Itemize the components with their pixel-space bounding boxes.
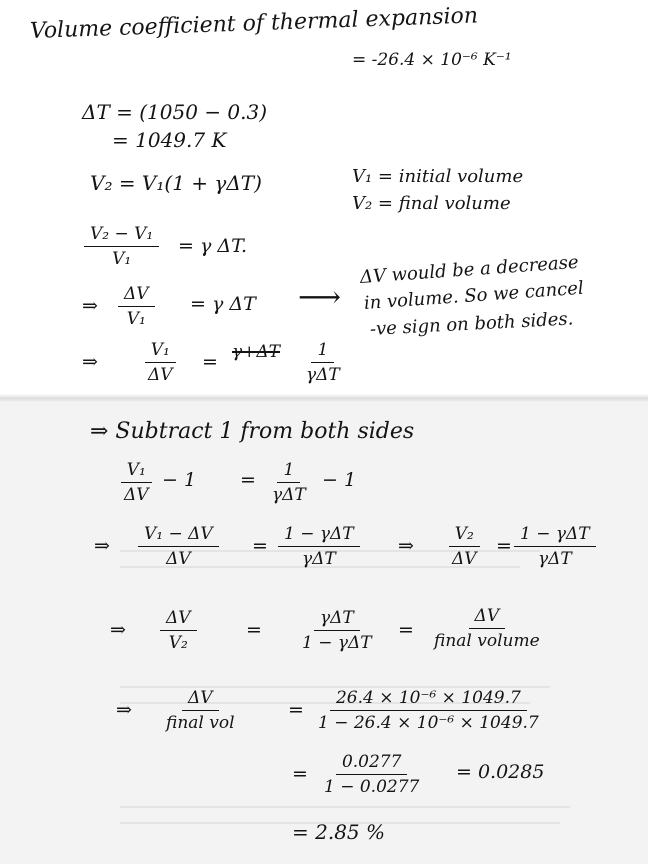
step4-equals: = — [240, 469, 256, 491]
step5-fraction — [138, 524, 219, 569]
step5b-rhs-fraction — [514, 524, 596, 569]
step3-denominator: ΔV — [148, 365, 173, 385]
step2-fraction — [118, 284, 155, 329]
step6-mid-fraction — [296, 608, 378, 653]
arrow-icon: ⟶ — [298, 280, 342, 315]
step4-rhs-numerator: 1 — [277, 460, 300, 483]
step2-implies: ⇒ — [82, 295, 98, 317]
heading: Volume coefficient of thermal expansion — [29, 3, 479, 44]
step3-rhs-numerator: 1 — [311, 340, 334, 363]
step3-implies: ⇒ — [82, 351, 98, 373]
step5-numerator: V₁ − ΔV — [138, 524, 219, 547]
step3-struck-term: γ+ΔT — [232, 342, 281, 362]
step7-rhs-denominator: 1 − 26.4 × 10⁻⁶ × 1049.7 — [318, 713, 539, 733]
step6-rhs-numerator: ΔV — [469, 606, 506, 629]
v2-formula: V₂ = V₁(1 + γΔT) — [90, 171, 262, 195]
step7-denominator: final vol — [166, 713, 235, 733]
step5b-implies: ⇒ — [398, 535, 414, 557]
step5b-denominator: ΔV — [452, 549, 477, 569]
step3-equals: = — [202, 351, 218, 373]
final-result: = 2.85 % — [292, 820, 386, 844]
step7-equals: = — [288, 699, 304, 721]
delta-t-line-1: ΔT = (1050 − 0.3) — [82, 100, 268, 124]
step6-denominator: V₂ — [168, 633, 188, 653]
step3-numerator: V₁ — [145, 340, 176, 363]
step3-rhs-fraction — [300, 340, 346, 385]
step4-denominator: ΔV — [124, 485, 149, 505]
step4-numerator: V₁ — [121, 460, 152, 483]
step1-numerator: V₂ − V₁ — [84, 224, 159, 247]
comment-line-2: in volume. So we cancel — [363, 277, 585, 314]
step5b-rhs-denominator: γΔT — [537, 549, 572, 569]
step7-rhs-fraction — [312, 688, 545, 733]
step2-denominator: V₁ — [126, 309, 146, 329]
step6-mid-numerator: γΔT — [314, 608, 360, 631]
step5-rhs-numerator: 1 − γΔT — [278, 524, 360, 547]
step4-rhs-denominator: γΔT — [272, 485, 306, 505]
step1-fraction — [84, 224, 159, 269]
step5b-rhs-numerator: 1 − γΔT — [514, 524, 596, 547]
gamma-value: = -26.4 × 10⁻⁶ K⁻¹ — [352, 50, 512, 70]
step1-rhs: = γ ΔT. — [178, 235, 247, 257]
step5-denominator: ΔV — [166, 549, 191, 569]
step2-rhs: = γ ΔT — [190, 293, 256, 315]
step4-fraction — [118, 460, 155, 505]
step4-rhs-fraction — [266, 460, 312, 505]
step3-fraction — [142, 340, 179, 385]
step5b-fraction — [446, 524, 483, 569]
step6-rhs-denominator: final volume — [434, 631, 540, 651]
step5-implies: ⇒ — [94, 535, 110, 557]
upper-sheet — [0, 0, 648, 398]
step3-rhs-denominator: γΔT — [306, 365, 340, 385]
step7-rhs-numerator: 26.4 × 10⁻⁶ × 1049.7 — [330, 688, 527, 711]
step6-equals: = — [246, 619, 262, 641]
step5-rhs-denominator: γΔT — [301, 549, 336, 569]
step5-equals: = — [252, 535, 268, 557]
step6-rhs-fraction — [428, 606, 546, 651]
paper-tear-edge — [0, 394, 648, 402]
step4-rhs-minus: − 1 — [322, 469, 357, 491]
delta-t-line-2: = 1049.7 K — [112, 128, 227, 152]
step5-rhs-fraction — [278, 524, 360, 569]
step8-result: = 0.0285 — [456, 761, 545, 783]
step8-fraction — [318, 752, 425, 797]
v2-definition: V₂ = final volume — [352, 193, 511, 214]
step7-implies: ⇒ — [116, 699, 132, 721]
step1-denominator: V₁ — [112, 249, 132, 269]
step4-minus: − 1 — [162, 469, 197, 491]
step6-fraction — [160, 608, 197, 653]
step6-numerator: ΔV — [160, 608, 197, 631]
v1-definition: V₁ = initial volume — [352, 166, 524, 187]
step8-numerator: 0.0277 — [336, 752, 407, 775]
step2-numerator: ΔV — [118, 284, 155, 307]
comment-line-1: ΔV would be a decrease — [359, 251, 580, 288]
step5b-numerator: V₂ — [449, 524, 480, 547]
step6-mid-denominator: 1 − γΔT — [302, 633, 372, 653]
subtract-heading: ⇒ Subtract 1 from both sides — [90, 419, 415, 444]
step8-equals: = — [292, 763, 308, 785]
step8-denominator: 1 − 0.0277 — [324, 777, 420, 797]
step6-equals-2: = — [398, 619, 414, 641]
step6-implies: ⇒ — [110, 619, 126, 641]
step7-fraction — [160, 688, 241, 733]
step5b-equals: = — [496, 535, 512, 557]
comment-line-3: -ve sign on both sides. — [369, 308, 574, 340]
step7-numerator: ΔV — [182, 688, 219, 711]
